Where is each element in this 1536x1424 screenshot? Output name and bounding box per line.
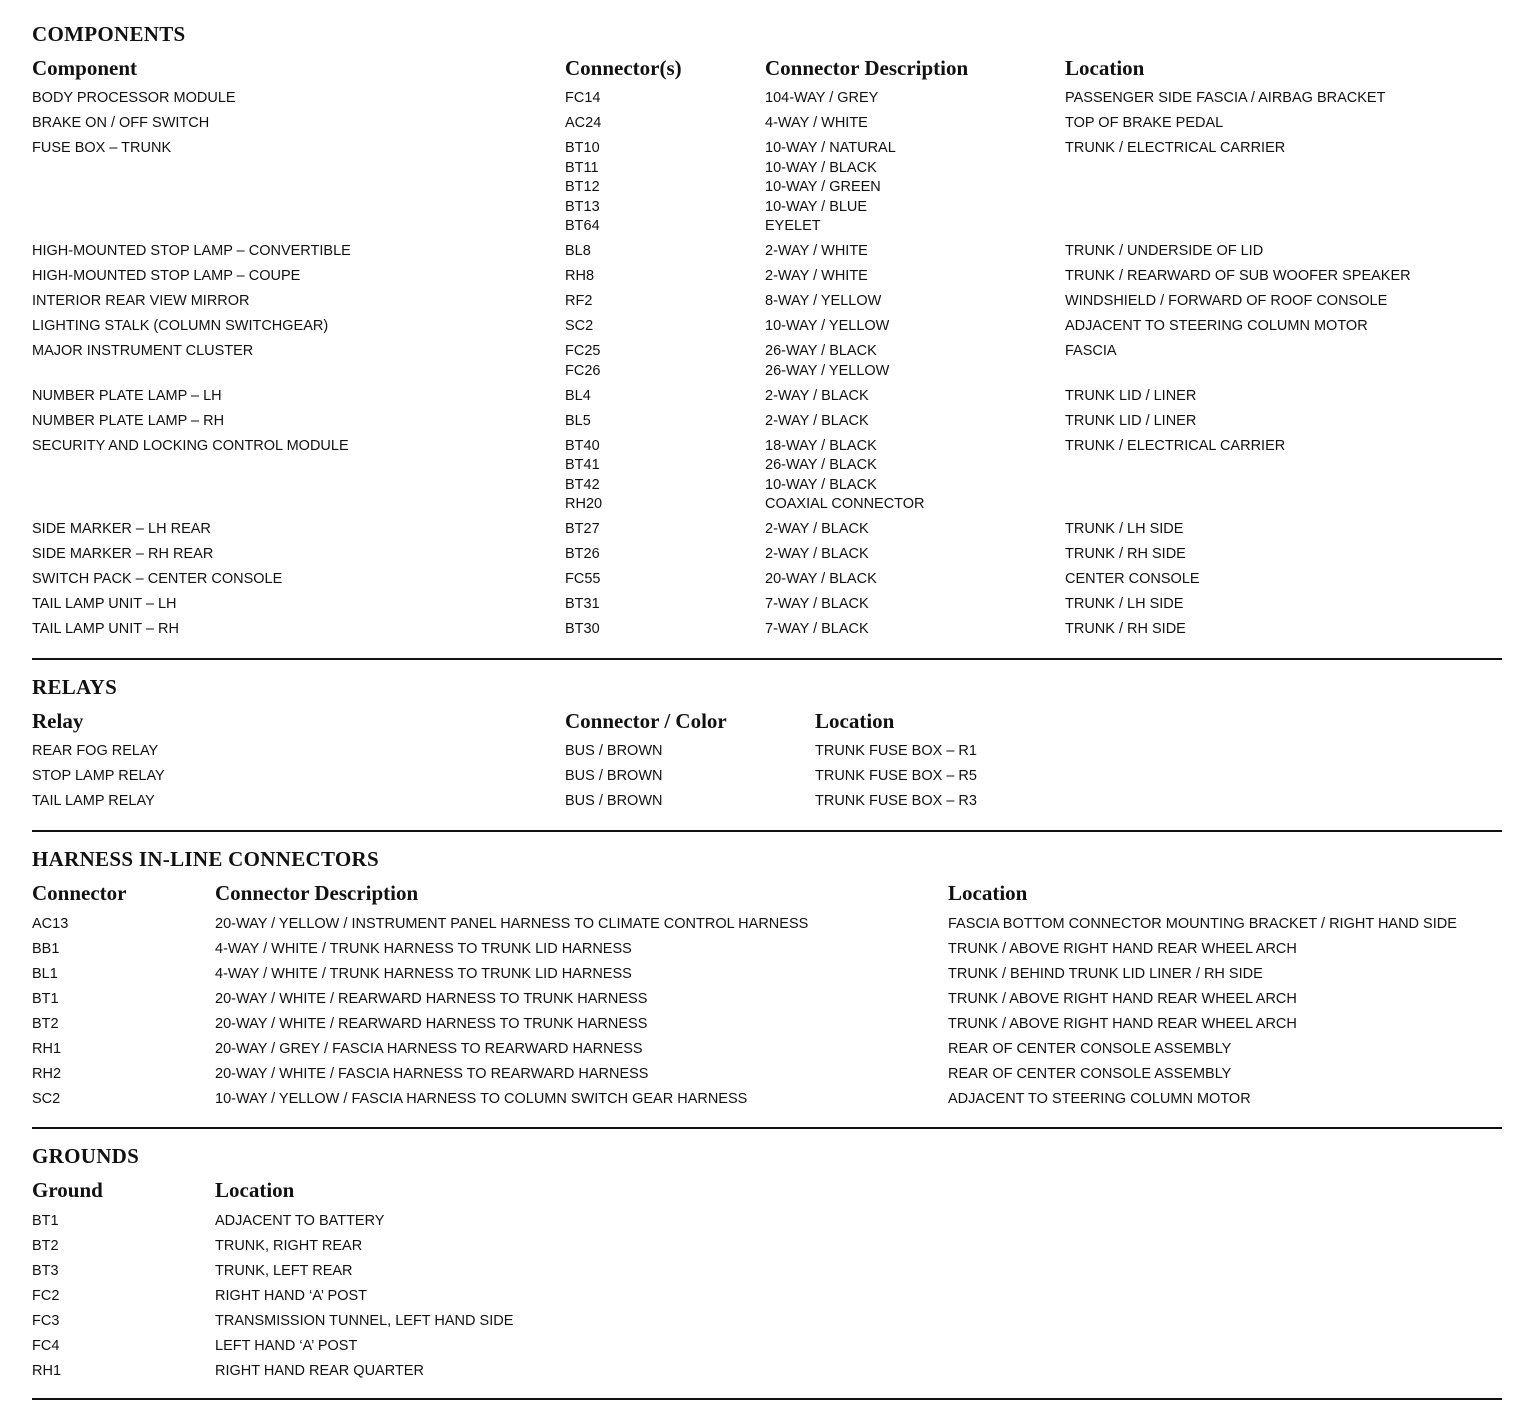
- connector-description: 26-WAY / BLACK: [765, 457, 877, 473]
- harness-connector: SC2: [32, 1091, 61, 1107]
- component-name: NUMBER PLATE LAMP – RH: [32, 412, 225, 429]
- component-location: TRUNK LID / LINER: [1065, 412, 1197, 429]
- harness-connector: RH2: [32, 1066, 62, 1082]
- ground-id: RH1: [32, 1363, 62, 1379]
- component-location: TRUNK / REARWARD OF SUB WOOFER SPEAKER: [1065, 268, 1411, 284]
- component-location: TRUNK LID / LINER: [1065, 387, 1197, 404]
- component-name: MAJOR INSTRUMENT CLUSTER: [32, 343, 254, 359]
- component-name: HIGH-MOUNTED STOP LAMP – CONVERTIBLE: [32, 243, 351, 259]
- harness-description: 20-WAY / YELLOW / INSTRUMENT PANEL HARNESS TO CLIMATE CONTROL HARNESS: [215, 916, 809, 932]
- ground-location: TRANSMISSION TUNNEL, LEFT HAND SIDE: [215, 1313, 514, 1329]
- ground-location: TRUNK, RIGHT REAR: [215, 1238, 363, 1254]
- connector-id: FC25: [565, 343, 601, 359]
- harness-header-description: Connector Description: [215, 881, 419, 905]
- harness-description: 20-WAY / WHITE / FASCIA HARNESS TO REARWARD HARNESS: [215, 1066, 649, 1082]
- relays-title: RELAYS: [32, 675, 118, 699]
- connector-id: FC55: [565, 571, 601, 587]
- grounds-header-location: Location: [215, 1178, 295, 1202]
- harness-connector: RH1: [32, 1041, 62, 1057]
- ground-location: RIGHT HAND REAR QUARTER: [215, 1363, 424, 1379]
- section-divider: [32, 1398, 1502, 1400]
- connector-description: 2-WAY / BLACK: [765, 412, 869, 429]
- harness-description: 20-WAY / GREY / FASCIA HARNESS TO REARWARD HARNESS: [215, 1041, 643, 1057]
- component-name: TAIL LAMP UNIT – RH: [32, 621, 179, 637]
- component-name: BRAKE ON / OFF SWITCH: [32, 115, 210, 131]
- harness-header-connector: Connector: [32, 881, 127, 905]
- connector-id: FC26: [565, 362, 601, 379]
- component-name: FUSE BOX – TRUNK: [32, 140, 172, 156]
- component-location: TRUNK / UNDERSIDE OF LID: [1065, 243, 1264, 259]
- component-name: SWITCH PACK – CENTER CONSOLE: [32, 571, 283, 587]
- relay-location: TRUNK FUSE BOX – R3: [815, 793, 977, 809]
- connector-description: 10-WAY / BLUE: [765, 198, 868, 215]
- component-name: INTERIOR REAR VIEW MIRROR: [32, 293, 250, 309]
- connector-description: 10-WAY / GREEN: [765, 179, 881, 195]
- grounds-title: GROUNDS: [32, 1144, 140, 1168]
- ground-location: RIGHT HAND ‘A’ POST: [215, 1288, 367, 1304]
- connector-description: 2-WAY / BLACK: [765, 521, 869, 537]
- harness-location: TRUNK / BEHIND TRUNK LID LINER / RH SIDE: [948, 966, 1263, 982]
- relay-location: TRUNK FUSE BOX – R5: [815, 768, 977, 784]
- harness-location: TRUNK / ABOVE RIGHT HAND REAR WHEEL ARCH: [948, 941, 1297, 957]
- relay-location: TRUNK FUSE BOX – R1: [815, 743, 977, 759]
- component-name: TAIL LAMP UNIT – LH: [32, 596, 177, 612]
- components-header-connectors: Connector(s): [565, 56, 682, 80]
- grounds-header-ground: Ground: [32, 1178, 103, 1202]
- harness-connector: BT1: [32, 991, 59, 1007]
- component-name: NUMBER PLATE LAMP – LH: [32, 387, 222, 404]
- connector-id: BT42: [565, 476, 600, 493]
- relay-connector-color: BUS / BROWN: [565, 793, 663, 809]
- connector-id: BT31: [565, 596, 600, 612]
- connector-description: 2-WAY / WHITE: [765, 243, 868, 259]
- ground-id: FC3: [32, 1313, 60, 1329]
- harness-connector: AC13: [32, 916, 69, 932]
- component-location: CENTER CONSOLE: [1065, 571, 1200, 587]
- connector-description: 7-WAY / BLACK: [765, 621, 869, 637]
- connector-description: 104-WAY / GREY: [765, 90, 879, 106]
- connector-id: FC14: [565, 90, 601, 106]
- relays-header-location: Location: [815, 709, 895, 733]
- connector-description: EYELET: [765, 218, 821, 234]
- component-location: TRUNK / LH SIDE: [1065, 596, 1184, 612]
- relay-name: TAIL LAMP RELAY: [32, 793, 155, 809]
- ground-location: LEFT HAND ‘A’ POST: [215, 1338, 358, 1354]
- harness-description: 20-WAY / WHITE / REARWARD HARNESS TO TRUNK HARNESS: [215, 1016, 648, 1032]
- relays-header-connector-color: Connector / Color: [565, 709, 727, 733]
- connector-id: RH8: [565, 268, 595, 284]
- connector-id: BT13: [565, 198, 600, 215]
- connector-description: 8-WAY / YELLOW: [765, 293, 882, 309]
- relays-header-relay: Relay: [32, 709, 84, 733]
- harness-connector: BT2: [32, 1016, 59, 1032]
- harness-connector: BB1: [32, 941, 60, 957]
- components-title: COMPONENTS: [32, 22, 186, 46]
- relay-connector-color: BUS / BROWN: [565, 743, 663, 759]
- component-location: TRUNK / LH SIDE: [1065, 521, 1184, 537]
- ground-id: BT1: [32, 1213, 59, 1229]
- connector-id: BT11: [565, 159, 599, 176]
- harness-header-location: Location: [948, 881, 1028, 905]
- harness-location: FASCIA BOTTOM CONNECTOR MOUNTING BRACKET / RIGHT HAND SIDE: [948, 916, 1457, 932]
- ground-id: FC2: [32, 1288, 60, 1304]
- ground-id: BT3: [32, 1263, 59, 1279]
- component-location: WINDSHIELD / FORWARD OF ROOF CONSOLE: [1065, 293, 1388, 309]
- connector-description: 10-WAY / BLACK: [765, 476, 877, 493]
- connector-description: 18-WAY / BLACK: [765, 437, 877, 454]
- connector-id: BT26: [565, 546, 600, 562]
- component-location: ADJACENT TO STEERING COLUMN MOTOR: [1065, 318, 1368, 334]
- component-name: LIGHTING STALK (COLUMN SWITCHGEAR): [32, 318, 329, 334]
- connector-id: RH20: [565, 496, 603, 512]
- connector-id: AC24: [565, 115, 602, 131]
- connector-description: 26-WAY / YELLOW: [765, 362, 890, 379]
- connector-id: BL5: [565, 412, 591, 429]
- relay-name: STOP LAMP RELAY: [32, 768, 165, 784]
- connector-description: 10-WAY / NATURAL: [765, 140, 896, 156]
- component-name: BODY PROCESSOR MODULE: [32, 90, 236, 106]
- component-name: SECURITY AND LOCKING CONTROL MODULE: [32, 437, 349, 454]
- connector-id: RF2: [565, 293, 593, 309]
- connector-description: 7-WAY / BLACK: [765, 596, 869, 612]
- harness-description: 4-WAY / WHITE / TRUNK HARNESS TO TRUNK LID HARNESS: [215, 966, 632, 982]
- component-location: TRUNK / RH SIDE: [1065, 621, 1186, 637]
- connector-id: BT41: [565, 457, 600, 473]
- connector-description: 20-WAY / BLACK: [765, 571, 877, 587]
- harness-description: 4-WAY / WHITE / TRUNK HARNESS TO TRUNK LID HARNESS: [215, 941, 632, 957]
- connector-id: BL8: [565, 243, 591, 259]
- connector-description: 2-WAY / BLACK: [765, 387, 869, 404]
- ground-location: ADJACENT TO BATTERY: [215, 1213, 385, 1229]
- connector-description: 4-WAY / WHITE: [765, 115, 868, 131]
- connector-description: 26-WAY / BLACK: [765, 343, 877, 359]
- components-header-description: Connector Description: [765, 56, 969, 80]
- component-location: TRUNK / ELECTRICAL CARRIER: [1065, 437, 1286, 454]
- component-location: TRUNK / ELECTRICAL CARRIER: [1065, 140, 1286, 156]
- component-location: TOP OF BRAKE PEDAL: [1065, 115, 1224, 131]
- connector-id: BL4: [565, 387, 591, 404]
- component-name: SIDE MARKER – RH REAR: [32, 546, 214, 562]
- connector-id: BT27: [565, 521, 600, 537]
- harness-connector: BL1: [32, 966, 58, 982]
- connector-description: 10-WAY / YELLOW: [765, 318, 890, 334]
- component-location: TRUNK / RH SIDE: [1065, 546, 1186, 562]
- connector-id: BT30: [565, 621, 600, 637]
- harness-description: 10-WAY / YELLOW / FASCIA HARNESS TO COLUMN SWITCH GEAR HARNESS: [215, 1091, 748, 1107]
- connector-id: SC2: [565, 318, 594, 334]
- ground-id: FC4: [32, 1338, 60, 1354]
- relay-connector-color: BUS / BROWN: [565, 768, 663, 784]
- component-location: PASSENGER SIDE FASCIA / AIRBAG BRACKET: [1065, 90, 1386, 106]
- ground-location: TRUNK, LEFT REAR: [215, 1263, 353, 1279]
- connector-description: COAXIAL CONNECTOR: [765, 496, 925, 512]
- connector-description: 2-WAY / BLACK: [765, 546, 869, 562]
- connector-id: BT40: [565, 437, 600, 454]
- section-divider: [32, 1127, 1502, 1129]
- harness-location: REAR OF CENTER CONSOLE ASSEMBLY: [948, 1066, 1232, 1082]
- harness-location: REAR OF CENTER CONSOLE ASSEMBLY: [948, 1041, 1232, 1057]
- harness-location: ADJACENT TO STEERING COLUMN MOTOR: [948, 1091, 1251, 1107]
- connector-id: BT64: [565, 218, 600, 234]
- connector-description: 10-WAY / BLACK: [765, 159, 877, 176]
- harness-location: TRUNK / ABOVE RIGHT HAND REAR WHEEL ARCH: [948, 1016, 1297, 1032]
- components-header-component: Component: [32, 56, 138, 80]
- connector-id: BT10: [565, 140, 600, 156]
- section-divider: [32, 658, 1502, 660]
- harness-title: HARNESS IN-LINE CONNECTORS: [32, 847, 379, 871]
- connector-description: 2-WAY / WHITE: [765, 268, 868, 284]
- ground-id: BT2: [32, 1238, 59, 1254]
- harness-description: 20-WAY / WHITE / REARWARD HARNESS TO TRUNK HARNESS: [215, 991, 648, 1007]
- component-name: SIDE MARKER – LH REAR: [32, 521, 211, 537]
- relay-name: REAR FOG RELAY: [32, 743, 159, 759]
- connector-id: BT12: [565, 179, 600, 195]
- harness-location: TRUNK / ABOVE RIGHT HAND REAR WHEEL ARCH: [948, 991, 1297, 1007]
- component-location: FASCIA: [1065, 343, 1117, 359]
- components-header-location: Location: [1065, 56, 1145, 80]
- section-divider: [32, 830, 1502, 832]
- component-name: HIGH-MOUNTED STOP LAMP – COUPE: [32, 268, 301, 284]
